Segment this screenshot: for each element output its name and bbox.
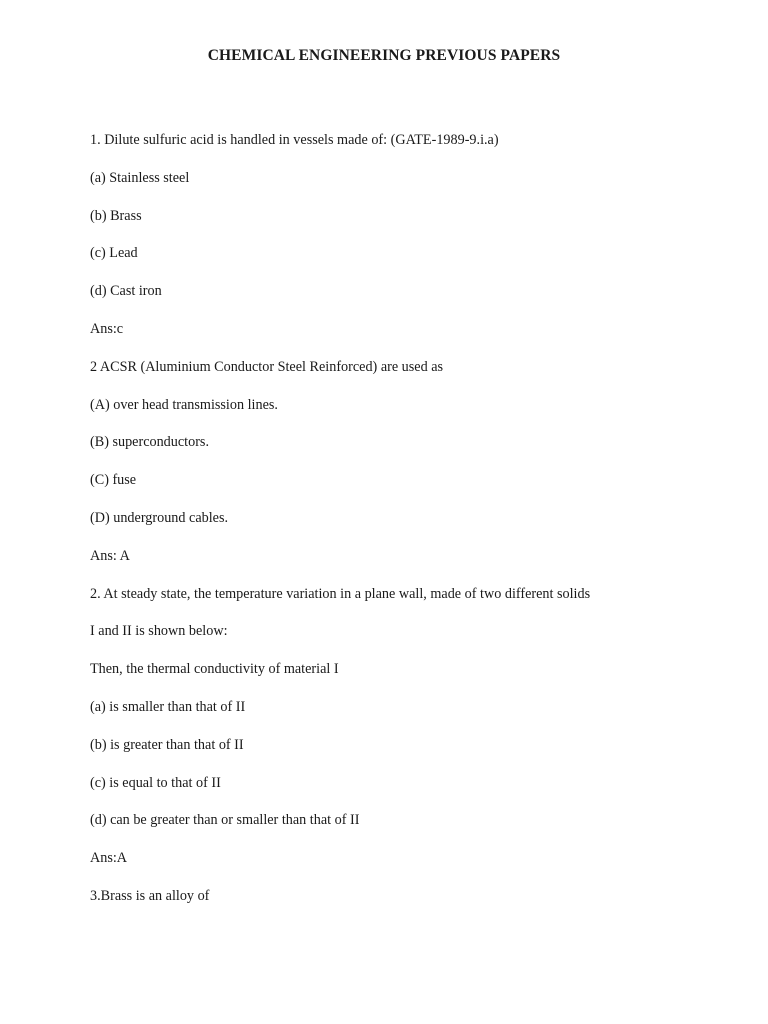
question-2-option-a: (A) over head transmission lines. [90,396,278,413]
question-2-option-d: (D) underground cables. [90,509,229,526]
question-1-option-d: (d) Cast iron [90,283,162,300]
document-title: CHEMICAL ENGINEERING PREVIOUS PAPERS [207,47,561,64]
document-body [90,129,750,923]
question-2-option-c: (C) fuse [90,472,137,489]
question-3-option-b: (b) is greater than that of II [90,736,244,753]
question-3-prompt: Then, the thermal conductivity of material I [90,661,339,678]
question-3-answer: Ans:A [90,850,128,867]
question-3-text: 2. At steady state, the temperature variation in a plane wall, made of two different solids [90,585,591,602]
question-3-option-c: (c) is equal to that of II [90,774,221,791]
question-2-text: 2 ACSR (Aluminium Conductor Steel Reinforced) are used as [90,358,444,375]
question-3-text-continued: I and II is shown below: [90,623,228,640]
question-3-option-a: (a) is smaller than that of II [90,698,246,715]
question-1-text: 1. Dilute sulfuric acid is handled in vessels made of: (GATE-1989-9.i.a) [90,132,499,148]
question-1-option-c: (c) Lead [90,245,138,262]
question-4-text: 3.Brass is an alloy of [90,887,210,904]
question-2-answer: Ans: A [90,547,130,564]
question-1-answer: Ans:c [90,320,124,337]
question-1-option-a: (a) Stainless steel [90,169,190,186]
question-2-option-b: (B) superconductors. [90,434,209,451]
question-1-option-b: (b) Brass [90,207,142,224]
question-3-option-d: (d) can be greater than or smaller than that of II [90,812,360,829]
